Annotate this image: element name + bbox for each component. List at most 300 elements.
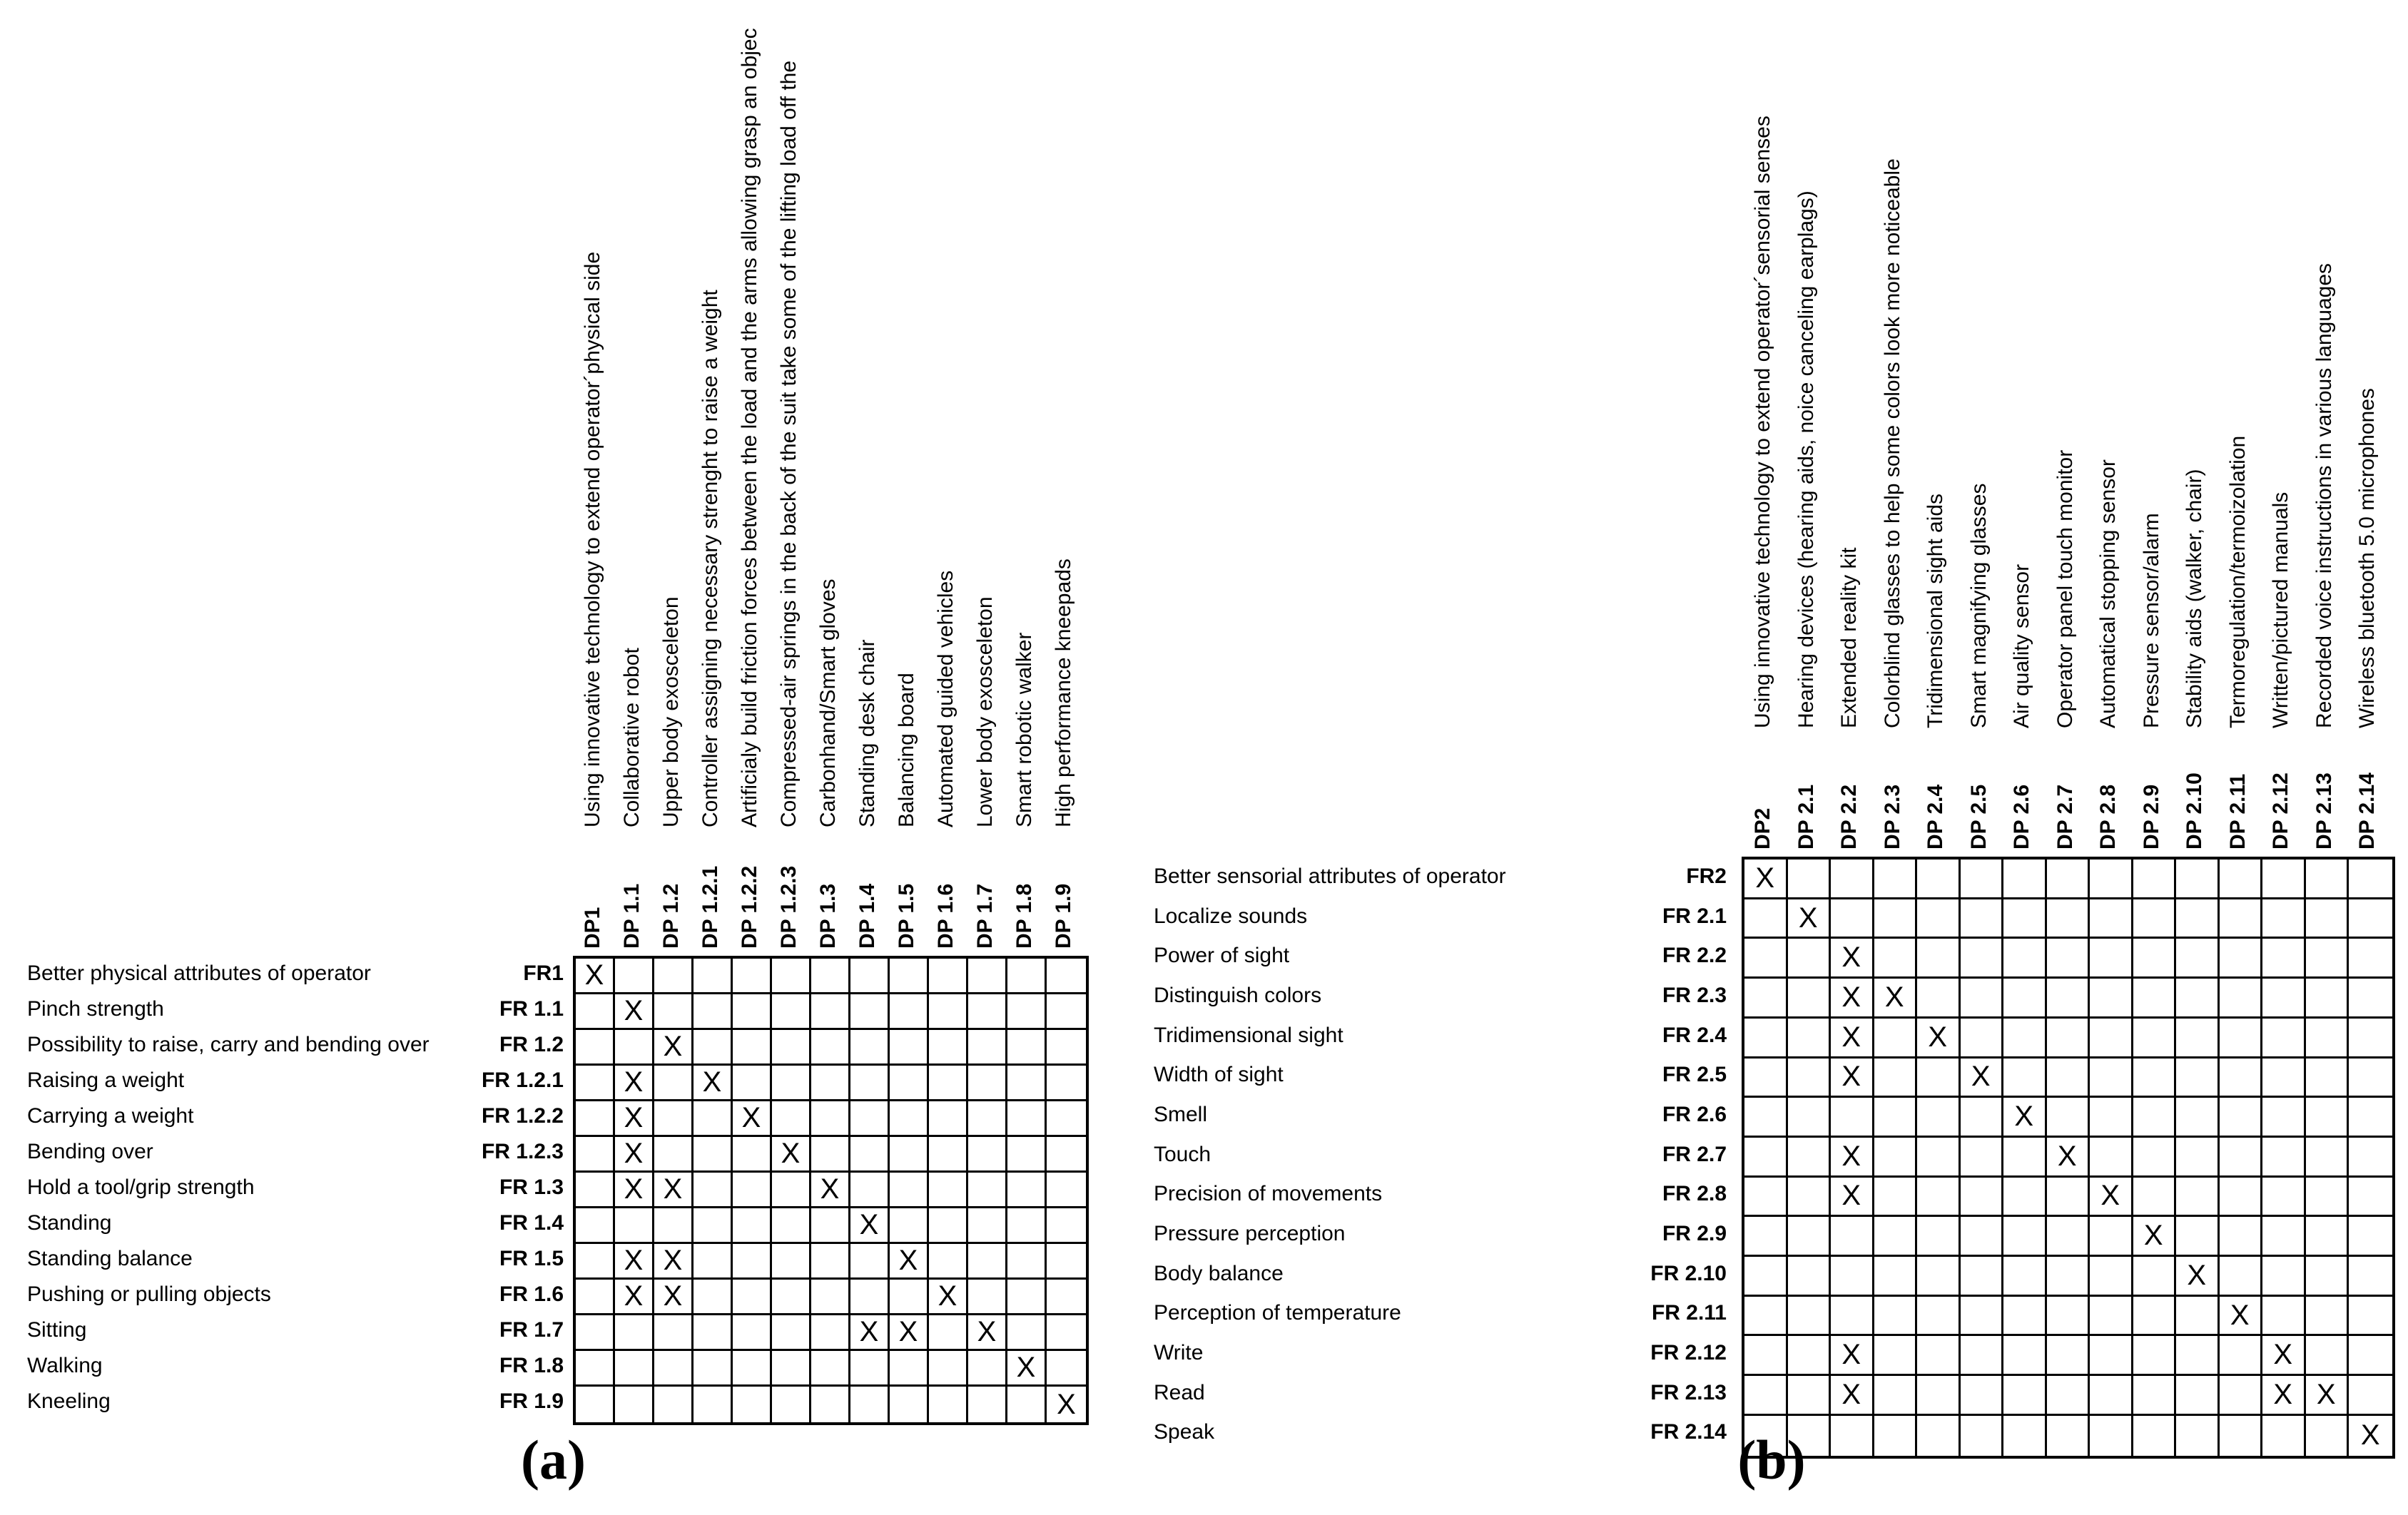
matrix-cell [1744,1257,1788,1297]
dp-description: Smart magnifying glasses [1966,483,1991,728]
matrix-cell [2306,1138,2349,1178]
matrix-mark: X [615,1066,654,1101]
dp-code: DP 1.2 [659,883,683,949]
matrix-mark: X [968,1315,1007,1351]
matrix-cell [1874,1416,1918,1456]
column-header [2180,469,2209,850]
column-header [2051,450,2080,850]
column-header [1835,548,1864,850]
matrix-cell [1917,1257,1961,1297]
matrix-cell [1788,859,1832,899]
column-header [1921,494,1950,850]
matrix-cell [2220,1178,2263,1218]
matrix-cell [1961,1257,2004,1297]
matrix-mark: X [1831,1138,1874,1178]
matrix-mark: X [654,1173,694,1208]
fr-code: FR 1.4 [499,1211,564,1235]
matrix-mark: X [2262,1336,2306,1376]
matrix-cell [2090,859,2133,899]
dp-description: Compressed-air springs in the back of the suit take some of the lifting load off the [776,60,801,827]
fr-code: FR2 [1686,864,1727,888]
fr-code: FR1 [523,961,564,985]
matrix-mark: X [850,1315,890,1351]
matrix-cell [2133,1416,2177,1456]
matrix-cell [2047,1178,2091,1218]
matrix-cell [2306,1098,2349,1138]
column-header [1749,116,1777,850]
fr-code: FR 2.5 [1662,1063,1727,1087]
matrix-cell [2047,1098,2091,1138]
matrix-cell [1744,1138,1788,1178]
fr-code: FR 1.5 [499,1247,564,1270]
dp-description: Hearing devices (hearing aids, noice canceling earplags) [1794,190,1818,728]
matrix-cell [1961,1297,2004,1337]
matrix-mark: X [615,1137,654,1173]
matrix-mark: X [1917,1019,1961,1059]
matrix-cell [2003,1217,2047,1257]
matrix-cell [1961,1416,2004,1456]
matrix-cell [2306,979,2349,1019]
matrix-cell [2003,1178,2047,1218]
matrix-cell [2349,1297,2392,1337]
matrix-cell [2349,1257,2392,1297]
panel-caption-b: (b) [1737,1429,1806,1491]
dp-code: DP 1.4 [855,883,879,949]
matrix-cell [2133,1336,2177,1376]
matrix-mark: X [615,1101,654,1137]
matrix-cell [1961,1336,2004,1376]
matrix-mark: X [811,1173,850,1208]
matrix-cell [2176,1019,2220,1059]
fr-code: FR 1.1 [499,997,564,1021]
matrix-cell [1874,1138,1918,1178]
matrix-cell [2262,1178,2306,1218]
matrix-mark: X [1831,1059,1874,1098]
matrix-cell [2220,1138,2263,1178]
column-header [2353,388,2382,850]
fr-label: Standing balance [27,1247,193,1270]
dp-description: Standing desk chair [855,639,879,827]
matrix-cell [1917,979,1961,1019]
fr-code: FR 2.2 [1662,944,1727,968]
dp-code: DP 2.1 [1794,784,1818,850]
matrix-cell [1744,1098,1788,1138]
fr-label: Bending over [27,1140,153,1163]
matrix-cell [2349,1336,2392,1376]
fr-code: FR 1.2.3 [481,1140,564,1163]
matrix-cell [2090,1257,2133,1297]
fr-code: FR 1.2.2 [481,1104,564,1128]
fr-label: Tridimensional sight [1154,1023,1343,1047]
matrix-cell [2133,859,2177,899]
matrix-cell [2090,899,2133,939]
matrix-cell [2003,1257,2047,1297]
dp-code: DP 1.7 [972,883,997,949]
matrix-cell [2262,899,2306,939]
matrix-cell [2262,1138,2306,1178]
dp-description: Extended reality kit [1837,547,1861,728]
matrix-cell [2176,1336,2220,1376]
matrix-mark: X [2133,1217,2177,1257]
matrix-cell [2176,1416,2220,1456]
column-header [1792,190,1821,850]
matrix-row-label [1154,1413,1727,1453]
matrix-cell [2047,1257,2091,1297]
matrix-cell [2090,1297,2133,1337]
matrix-cell [1788,1019,1832,1059]
matrix-mark: X [654,1030,694,1066]
matrix-cell [1961,979,2004,1019]
fr-code: FR 2.9 [1662,1222,1727,1246]
column-headers-b [1742,0,2389,857]
matrix-cell [2003,1336,2047,1376]
matrix-cell [2306,1059,2349,1098]
matrix-mark: X [772,1137,811,1173]
matrix-cell [1874,1217,1918,1257]
fr-label: Better physical attributes of operator [27,961,371,985]
matrix-cell [1917,899,1961,939]
matrix-mark: X [1007,1351,1047,1387]
matrix-cell [2090,1138,2133,1178]
matrix-cell [2349,1098,2392,1138]
matrix-row-label [1154,1214,1727,1254]
matrix-cell [2349,939,2392,979]
dp-description: Automatical stopping sensor [2096,459,2120,728]
fr-label: Possibility to raise, carry and bending over [27,1033,430,1056]
matrix-cell [2133,1019,2177,1059]
fr-code: FR 2.13 [1650,1380,1727,1404]
dp-code: DP 2.6 [2010,784,2034,850]
matrix-mark: X [694,1066,733,1101]
matrix-mark: X [1831,939,1874,979]
matrix-cell [2220,899,2263,939]
matrix-cell [2220,859,2263,899]
matrix-cell [2133,1257,2177,1297]
matrix-mark: X [1831,1336,1874,1376]
matrix-mark: X [1961,1059,2004,1098]
matrix-cell [2262,1098,2306,1138]
matrix-cell [1744,1297,1788,1337]
matrix-cell [2306,1019,2349,1059]
column-header [1879,158,1907,850]
matrix-row-label [1154,1175,1727,1215]
dp-description: Using innovative technology to extend operator´sensorial senses [1751,116,1775,728]
matrix-cell [2176,1297,2220,1337]
matrix-cell [1917,859,1961,899]
matrix-cell [2176,1138,2220,1178]
matrix-cell [2349,1138,2392,1178]
matrix-cell [1874,1257,1918,1297]
matrix-cell [2047,979,2091,1019]
dp-code: DP 2.14 [2355,772,2379,850]
dp-description: Artificialy build friction forces between the load and the arms allowing grasp an objec [737,28,761,827]
matrix-mark: X [654,1244,694,1280]
row-labels-b [1154,857,1727,1453]
dp-code: DP 2.10 [2183,772,2207,850]
matrix-mark: X [850,1208,890,1244]
column-header [2138,513,2166,850]
matrix-cell [1917,1336,1961,1376]
matrix-cell [2262,1059,2306,1098]
matrix-cell [1874,1178,1918,1218]
matrix-cell [2349,1376,2392,1416]
matrix-cell [2349,979,2392,1019]
matrix-cell [2306,1336,2349,1376]
fr-code: FR 2.4 [1662,1023,1727,1047]
dp-code: DP 1.8 [1012,883,1036,949]
matrix-cell [1917,1098,1961,1138]
matrix-cell [2220,1336,2263,1376]
matrix-row-label [1154,897,1727,937]
dp-code: DP 2.3 [1880,784,1904,850]
matrix-cell [2003,1376,2047,1416]
matrix-cell [2349,859,2392,899]
matrix-mark: X [654,1280,694,1315]
matrix-cell [1961,859,2004,899]
fr-label: Hold a tool/grip strength [27,1175,255,1199]
matrix-cell [1874,939,1918,979]
matrix-cell [1961,899,2004,939]
matrix-row-label [1154,1294,1727,1334]
matrix-cell [1917,1138,1961,1178]
dp-code: DP2 [1751,807,1775,850]
matrix-cell [2176,1098,2220,1138]
fr-label: Sitting [27,1318,87,1342]
matrix-cell [2262,1019,2306,1059]
matrix-mark: X [2306,1376,2349,1416]
fr-label: Touch [1154,1142,1211,1166]
dp-description: Wireless bluetooth 5.0 microphones [2355,388,2379,728]
matrix-cell [2262,1297,2306,1337]
fr-label: Body balance [1154,1261,1284,1285]
matrix-row-label [1154,857,1727,897]
matrix-cell [1744,1376,1788,1416]
matrix-mark: X [890,1315,929,1351]
matrix-mark: X [1831,1178,1874,1218]
matrix-cell [2349,1178,2392,1218]
fr-label: Width of sight [1154,1063,1284,1087]
matrix-cell [2306,1257,2349,1297]
matrix-cell [1788,1178,1832,1218]
matrix-cell [2349,1059,2392,1098]
matrix-cell [1917,1376,1961,1416]
matrix-cell [1961,1178,2004,1218]
matrix-cell [2090,1376,2133,1416]
matrix-cell [2133,1178,2177,1218]
matrix-cell [2220,1376,2263,1416]
matrix-cell [2003,939,2047,979]
fr-label: Perception of temperature [1154,1301,1401,1325]
matrix-cell [1917,1178,1961,1218]
matrix-cell [1917,1416,1961,1456]
matrix-cell [1917,939,1961,979]
dp-code: DP 1.9 [1051,883,1075,949]
matrix-cell [2306,1416,2349,1456]
matrix-row-label [1154,976,1727,1016]
matrix-mark: X [2003,1098,2047,1138]
fr-label: Pushing or pulling objects [27,1282,271,1306]
matrix-cell [2090,939,2133,979]
matrix-cell [1744,939,1788,979]
matrix-cell [1744,979,1788,1019]
relation-grid-b [1742,857,2395,1459]
matrix-cell [2090,979,2133,1019]
matrix-cell [1744,1019,1788,1059]
matrix-cell [2047,939,2091,979]
matrix-cell [2349,899,2392,939]
matrix-cell [2176,1376,2220,1416]
matrix-cell [2220,939,2263,979]
matrix-mark: X [1874,979,1918,1019]
matrix-row-label [1154,936,1727,976]
dp-description: Smart robotic walker [1012,632,1036,827]
matrix-cell [2090,1098,2133,1138]
dp-code: DP1 [580,907,604,949]
matrix-cell [2003,1297,2047,1337]
dp-code: DP 2.7 [2053,784,2077,850]
matrix-cell [1788,1138,1832,1178]
fr-label: Kneeling [27,1389,111,1413]
matrix-cell [1961,1217,2004,1257]
matrix-cell [1917,1059,1961,1098]
matrix-cell [1874,1098,1918,1138]
matrix-mark: X [615,994,654,1030]
matrix-cell [2133,1059,2177,1098]
matrix-cell [2176,979,2220,1019]
matrix-mark: X [890,1244,929,1280]
matrix-cell [2047,1217,2091,1257]
matrix-row-label [1154,1135,1727,1175]
dp-description: Balancing board [894,673,918,827]
matrix-cell [1744,1059,1788,1098]
fr-code: FR 1.7 [499,1318,564,1342]
dp-description: Carbonhand/Smart gloves [816,578,840,827]
column-header [2310,263,2339,850]
dp-code: DP 1.5 [894,883,918,949]
dp-code: DP 2.4 [1924,784,1948,850]
matrix-mark: X [615,1280,654,1315]
matrix-cell [1874,1376,1918,1416]
matrix-cell [1961,1098,2004,1138]
matrix-cell [2003,859,2047,899]
matrix-row-label [1154,1333,1727,1373]
matrix-cell [2262,859,2306,899]
matrix-cell [2306,939,2349,979]
matrix-mark: X [615,1244,654,1280]
matrix-cell [1961,1376,2004,1416]
fr-code: FR 1.6 [499,1282,564,1306]
matrix-cell [1961,1019,2004,1059]
matrix-cell [1961,939,2004,979]
matrix-cell [2047,1019,2091,1059]
fr-label: Power of sight [1154,944,1290,968]
fr-label: Write [1154,1341,1204,1365]
matrix-cell [1788,939,1832,979]
fr-label: Smell [1154,1102,1208,1126]
matrix-cell [2090,1059,2133,1098]
column-header [2267,492,2295,850]
matrix-mark: X [1744,859,1788,899]
matrix-cell [1788,1336,1832,1376]
matrix-cell [2133,1297,2177,1337]
matrix-cell [2306,1178,2349,1218]
matrix-mark: X [733,1101,772,1137]
matrix-cell [1874,1297,1918,1337]
matrix-row-label [1154,1095,1727,1135]
dp-description: Automated guided vehicles [933,570,957,827]
matrix-cell [2047,1336,2091,1376]
dp-code: DP 2.13 [2312,772,2336,850]
matrix-row-label [1154,1016,1727,1056]
fr-code: FR 2.7 [1662,1142,1727,1166]
dp-description: Written/pictured manuals [2269,491,2293,728]
dp-description: Recorded voice instructions in various languages [2312,262,2336,728]
dp-code: DP 1.2.3 [776,865,801,949]
matrix-cell [2003,1138,2047,1178]
matrix-cell [2047,859,2091,899]
matrix-cell [1831,1257,1874,1297]
matrix-cell [2220,1059,2263,1098]
dp-description: Termoregulation/termoizolation [2225,435,2250,728]
matrix-cell [2306,899,2349,939]
matrix-cell [2262,1416,2306,1456]
matrix-cell [2306,1217,2349,1257]
matrix-row-label [1154,1055,1727,1095]
matrix-mark: X [2090,1178,2133,1218]
matrix-mark: X [1057,1388,1076,1420]
fr-code: FR 2.1 [1662,904,1727,928]
matrix-cell [1961,1138,2004,1178]
dp-code: DP 2.8 [2096,784,2120,850]
matrix-cell [1788,1059,1832,1098]
fr-code: FR 2.12 [1650,1341,1727,1365]
matrix-cell [2220,1098,2263,1138]
fr-code: FR 2.10 [1650,1261,1727,1285]
matrix-cell [2349,1019,2392,1059]
fr-code: FR 2.8 [1662,1182,1727,1206]
matrix-cell [2003,1416,2047,1456]
matrix-cell [1744,1178,1788,1218]
dp-code: DP 2.9 [2139,784,2163,850]
matrix-mark: X [2360,1419,2380,1452]
dp-code: DP 1.2.2 [737,865,761,949]
fr-label: Walking [27,1354,103,1377]
dp-description: Colorblind glasses to help some colors look more noticeable [1880,158,1904,728]
matrix-cell [1917,1217,1961,1257]
matrix-cell [2176,1178,2220,1218]
column-header [2094,459,2123,850]
matrix-cell [2047,899,2091,939]
dp-description: Stability aids (walker, chair) [2183,469,2207,728]
matrix-cell [2003,1059,2047,1098]
fr-label: Speak [1154,1420,1215,1444]
matrix-cell [2090,1336,2133,1376]
matrix-cell [1874,859,1918,899]
column-header [2008,564,2036,850]
fr-label: Precision of movements [1154,1182,1383,1206]
matrix-cell [1874,1019,1918,1059]
matrix-cell [2133,979,2177,1019]
matrix-cell [1788,979,1832,1019]
matrix-mark: X [2262,1376,2306,1416]
matrix-cell [2220,1257,2263,1297]
dp-description: Lower body exosceleton [972,596,997,827]
matrix-cell [2176,1059,2220,1098]
dp-code: DP 1.3 [816,883,840,949]
matrix-cell [2090,1019,2133,1059]
dp-code: DP 1.2.1 [698,865,722,949]
matrix-cell [1788,1376,1832,1416]
